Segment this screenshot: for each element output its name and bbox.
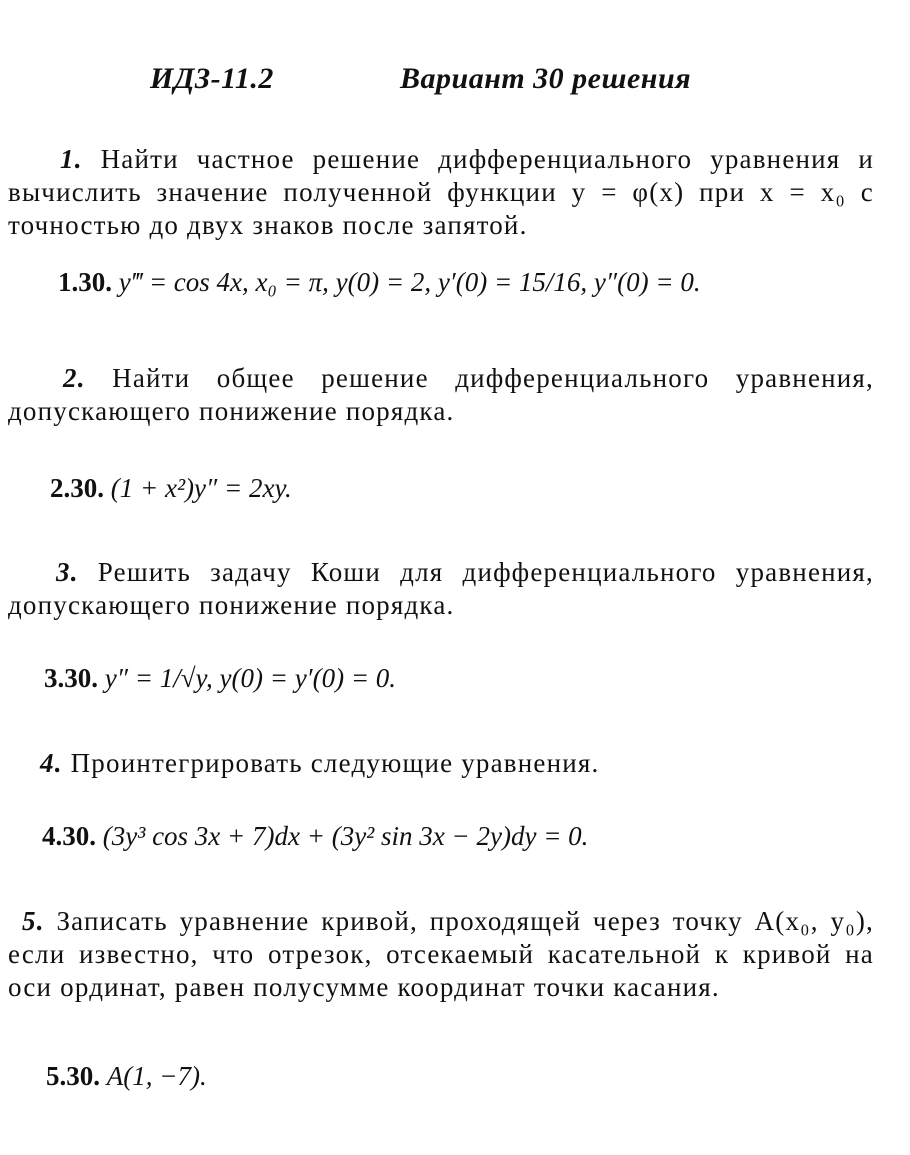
problem-5-statement [8,905,874,1004]
problem-1-statement [8,143,874,242]
problem-text: Решить задачу Коши для дифференциального уравнения, допускающего понижение порядка. [8,557,874,620]
assignment-id: ИДЗ-11.2 [150,62,274,95]
variant-title: Вариант 30 решения [400,62,692,95]
problem-4-task [8,820,874,853]
problem-2-task [8,472,874,505]
task-formula: y‴ = cos 4x, x₀ = π, y(0) = 2, y′(0) = 15/16, y″(0) = 0. [118,267,701,297]
problem-text: Записать уравнение кривой, проходящей через точку A(x₀, y₀), если известно, что отрезок, отсекаемый касательной к кривой на оси ординат, равен полусумме координат точки касания. [8,906,874,1002]
task-number: 3.30. [44,663,98,693]
problem-3-statement [8,556,874,622]
task-number: 2.30. [50,473,104,503]
problem-3-task [8,662,874,695]
problem-text: Найти общее решение дифференциального уравнения, допускающего понижение порядка. [8,363,875,426]
problem-4-statement [8,747,874,780]
task-formula: A(1, −7). [106,1061,207,1091]
problem-5-task [8,1060,874,1093]
problem-2-statement [8,362,874,428]
task-number: 5.30. [46,1061,100,1091]
problem-number: 3. [56,557,79,587]
task-formula: y″ = 1/√y, y(0) = y′(0) = 0. [104,663,397,693]
page-header [150,62,790,96]
problem-number: 2. [63,363,86,393]
task-number: 4.30. [42,821,96,851]
problem-1-task [8,266,874,299]
problem-number: 4. [40,748,63,778]
task-number: 1.30. [58,267,112,297]
problem-text: Проинтегрировать следующие уравнения. [70,748,600,778]
problem-text: Найти частное решение дифференциального уравнения и вычислить значение полученной функции y = φ(x) при x = x₀ с точностью до двух знаков после запятой. [8,144,874,240]
problem-number: 5. [22,906,45,936]
problem-number: 1. [60,144,83,174]
task-formula: (3y³ cos 3x + 7)dx + (3y² sin 3x − 2y)dy = 0. [102,821,589,851]
task-formula: (1 + x²)y″ = 2xy. [110,473,292,503]
